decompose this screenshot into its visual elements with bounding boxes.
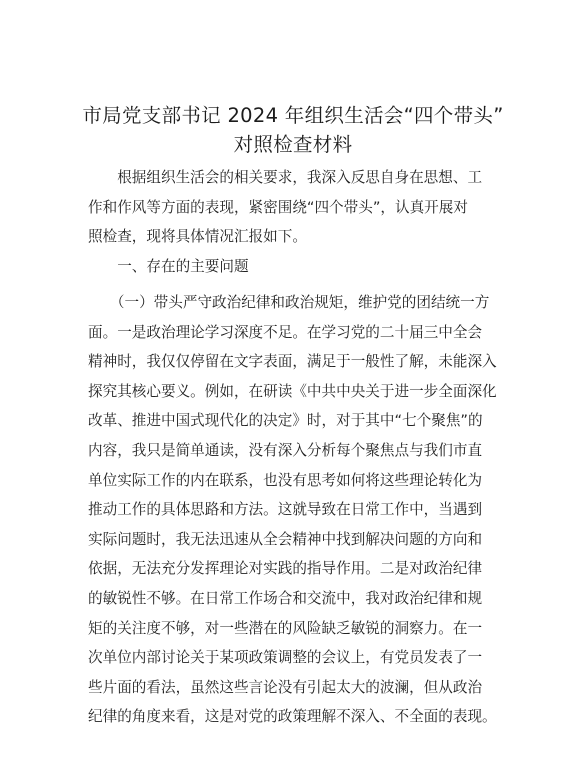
document-title-line-2: 对照检查材料	[233, 133, 353, 156]
section-heading-text: 一、存在的主要问题	[88, 258, 249, 275]
section-line: 纪律的角度来看，这是对党的政策理解不深入、不全面的表现。	[88, 708, 497, 726]
section-line: 推动工作的具体思路和方法。这就导致在日常工作中，当遇到	[88, 501, 483, 519]
section-line: 依据，无法充分发挥理论对实践的指导作用。二是对政治纪律	[88, 560, 483, 578]
section-line: 内容，我只是简单通读，没有深入分析每个聚焦点与我们市直	[88, 441, 483, 459]
section-heading	[88, 252, 500, 282]
section-line: 改革、推进中国式现代化的决定》时，对于其中“七个聚焦”的	[88, 412, 483, 430]
intro-line: 根据组织生活会的相关要求，我深入反思自身在思想、工	[88, 169, 483, 186]
section-line: 矩的关注度不够，对一些潜在的风险缺乏敏锐的洞察力。在一	[88, 619, 483, 637]
section-line: 探究其核心要义。例如，在研读《中共中央关于进一步全面深化	[88, 382, 497, 400]
intro-line: 作和作风等方面的表现，紧密围绕“四个带头”，认真开展对	[88, 198, 468, 216]
section-paragraph	[88, 288, 500, 732]
intro-paragraph	[88, 163, 500, 252]
section-line: 实际问题时，我无法迅速从全会精神中找到解决问题的方向和	[88, 530, 483, 548]
section-line: 单位实际工作的内在联系，也没有思考如何将这些理论转化为	[88, 471, 483, 489]
section-line: 精神时，我仅仅停留在文字表面，满足于一般性了解，未能深入	[88, 353, 497, 371]
intro-line: 照检查，现将具体情况汇报如下。	[88, 228, 307, 246]
document-title-line-1: 市局党支部书记 2024 年组织生活会“四个带头”	[82, 104, 504, 127]
section-line: 次单位内部讨论关于某项政策调整的会议上，有党员发表了一	[88, 649, 483, 667]
section-line: 些片面的看法，虽然这些言论没有引起太大的波澜，但从政治	[88, 678, 483, 696]
section-line: 面。一是政治理论学习深度不足。在学习党的二十届三中全会	[88, 323, 483, 341]
section-line: 的敏锐性不够。在日常工作场合和交流中，我对政治纪律和规	[88, 589, 483, 607]
section-line: （一）带头严守政治纪律和政治规矩，维护党的团结统一方	[88, 294, 490, 311]
